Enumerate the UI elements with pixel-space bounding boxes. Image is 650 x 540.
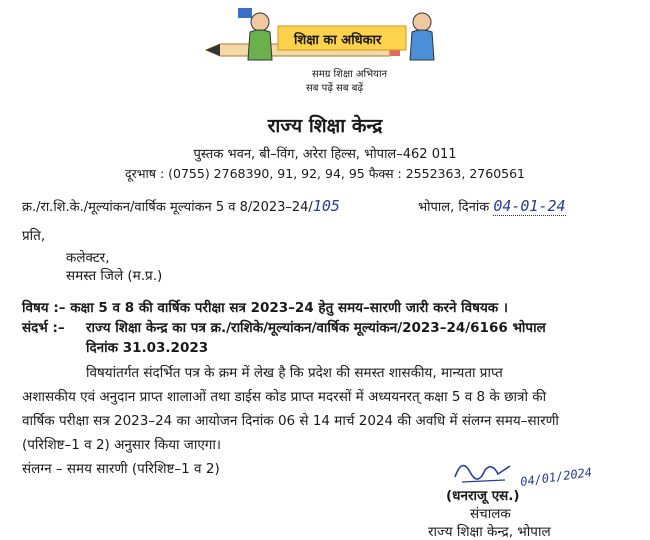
logo-banner-text: शिक्षा का अधिकार — [294, 33, 382, 48]
context-text-line-1: राज्य शिक्षा केन्द्र का पत्र क्र./राशिके/मूल्यांकन/वार्षिक मूल्यांकन/2023–24/6166 भोपाल — [86, 320, 546, 336]
recipient-to-label: प्रति, — [22, 228, 46, 244]
body-line-1: विषयांतर्गत संदर्भित पत्र के क्रम में लेख है कि प्रदेश की समस्त शासकीय, मान्यता प्राप्त — [86, 365, 503, 381]
signatory-name: (धनराजू एस.) — [446, 488, 520, 504]
organization-phone: दूरभाष : (0755) 2768390, 91, 92, 94, 95 फैक्स : 2552363, 2760561 — [124, 166, 526, 181]
subject-label: विषय :– — [22, 300, 66, 316]
place-date-label: भोपाल, दिनांक — [418, 200, 490, 215]
recipient-line-2: समस्त जिले (म.प्र.) — [66, 268, 163, 284]
child-figure-left-icon — [251, 13, 269, 31]
signature-handwritten-date: 04/01/2024 — [519, 465, 593, 489]
date-handwritten: 04-01-24 — [493, 197, 566, 215]
reference-number — [22, 197, 340, 215]
signatory-office: राज्य शिक्षा केन्द्र, भोपाल — [428, 524, 551, 540]
logo — [200, 0, 490, 100]
recipient-line-1: कलेक्टर, — [66, 250, 110, 266]
context-text-line-2: दिनांक 31.03.2023 — [86, 340, 209, 356]
body-line-3: वार्षिक परीक्षा सत्र 2023–24 का आयोजन दिनांक 06 से 14 मार्च 2024 की अवधि में संलग्न समय–सारणी — [22, 413, 559, 429]
logo-tagline-2: सब पढ़ें सब बढ़ें — [306, 83, 364, 94]
logo-tagline-1: समग्र शिक्षा अभियान — [312, 69, 388, 80]
place-date — [418, 197, 566, 215]
organization-address: पुस्तक भवन, बी–विंग, अरेरा हिल्स, भोपाल–462 011 — [193, 147, 457, 162]
signatory-title: संचालक — [470, 506, 511, 522]
organization-name: राज्य शिक्षा केन्द्र — [267, 115, 383, 137]
logo-flag-mark — [238, 8, 252, 18]
body-line-4: (परिशिष्ट–1 व 2) अनुसार किया जाएगा। — [22, 437, 222, 453]
context-label: संदर्भ :– — [22, 320, 65, 336]
body-line-2: अशासकीय एवं अनुदान प्राप्त शालाओं तथा डाईस कोड प्राप्त मदरसों में अध्ययनरत् कक्षा 5 व 8 के छात्रो की — [22, 389, 547, 405]
subject-text: कक्षा 5 व 8 की वार्षिक परीक्षा सत्र 2023–24 हेतु समय–सारणी जारी करने विषयक । — [70, 300, 508, 316]
reference-number-handwritten: 105 — [312, 197, 340, 215]
attachment-note: संलग्न – समय सारणी (परिशिष्ट–1 व 2) — [22, 461, 220, 477]
reference-number-prefix: क्र./रा.शि.के./मूल्यांकन/वार्षिक मूल्यांकन 5 व 8/2023–24/ — [22, 200, 313, 215]
child-figure-right-icon — [413, 13, 431, 31]
subject — [22, 298, 508, 316]
